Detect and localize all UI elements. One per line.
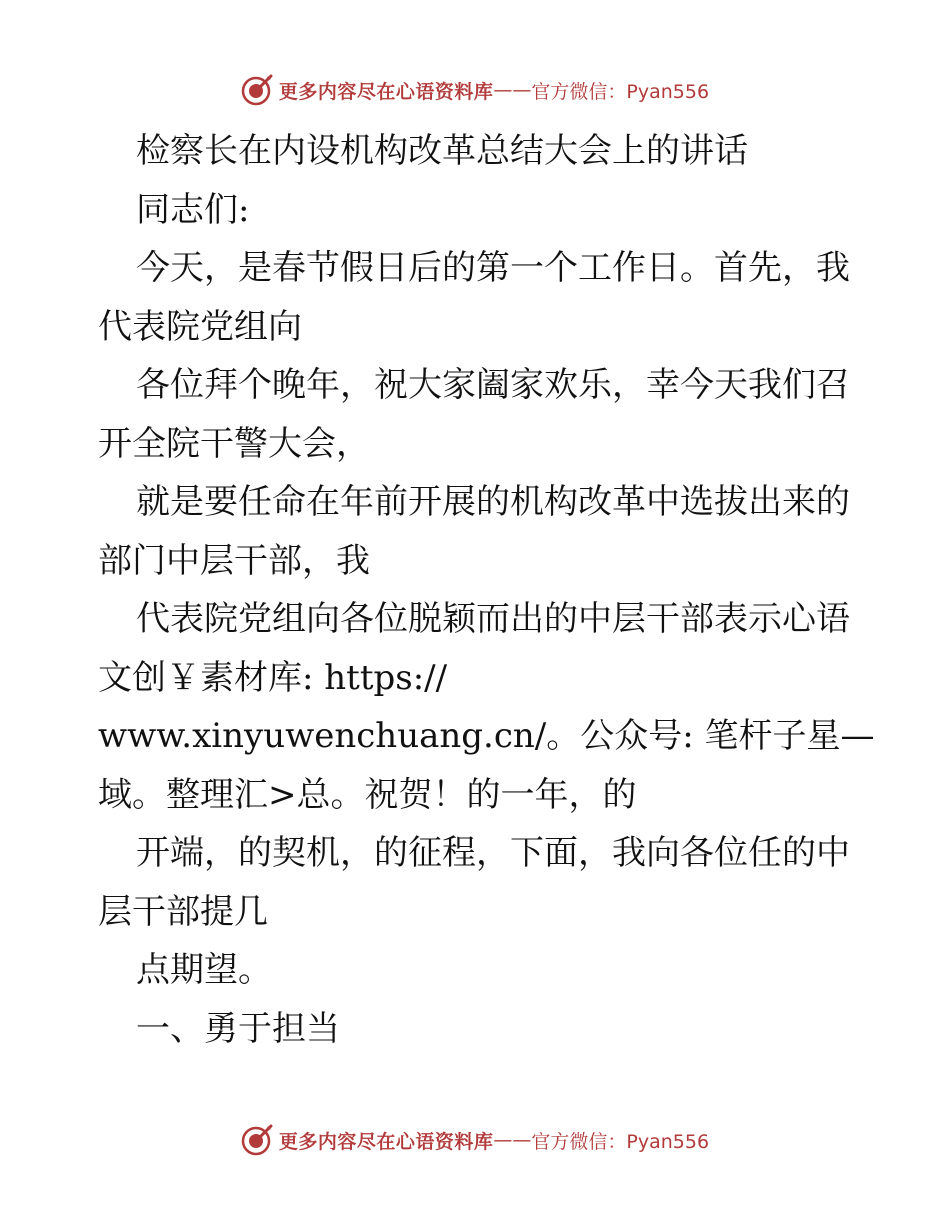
paragraph-line: 点期望。 — [136, 950, 272, 990]
section-heading: 一、勇于担当 — [136, 1008, 340, 1049]
document-title: 检察长在内设机构改革总结大会上的讲话 — [136, 131, 748, 171]
banner-separator: —— — [493, 79, 532, 101]
pen-logo-icon — [241, 73, 275, 107]
banner-wechat: 官方微信：Pyan556 — [531, 1130, 710, 1153]
banner-separator: —— — [493, 1129, 532, 1151]
salutation: 同志们: — [136, 189, 250, 230]
paragraph-line: 代表院党组向 — [98, 306, 302, 347]
paragraph-line: 代表院党组向各位脱颖而出的中层干部表示心语 — [136, 599, 850, 639]
header-watermark-banner — [0, 70, 950, 110]
banner-text: 更多内容尽在心语资料库 — [278, 80, 494, 103]
paragraph-line: 文创￥素材库: https:// — [98, 657, 448, 698]
paragraph-line: 开端，的契机，的征程，下面，我向各位任的中 — [136, 833, 850, 873]
paragraph-line: 今天，是春节假日后的第一个工作日。首先，我 — [136, 248, 850, 288]
paragraph-line: 开全院干警大会， — [98, 423, 370, 464]
paragraph-line: 各位拜个晚年，祝大家阖家欢乐，幸今天我们召 — [136, 365, 850, 405]
paragraph-line: 层干部提几 — [98, 891, 268, 932]
pen-logo-icon — [241, 1123, 275, 1157]
footer-watermark-banner — [0, 1120, 950, 1160]
document-body — [98, 122, 875, 1058]
banner-text: 更多内容尽在心语资料库 — [278, 1130, 494, 1153]
paragraph-line: 域。整理汇>总。祝贺！的一年，的 — [98, 774, 637, 815]
paragraph-line: 部门中层干部，我 — [98, 540, 370, 581]
paragraph-line: www.xinyuwenchuang.cn/。公众号: 笔杆子星— — [98, 716, 875, 756]
banner-wechat: 官方微信：Pyan556 — [531, 80, 710, 103]
paragraph-line: 就是要任命在年前开展的机构改革中选拔出来的 — [136, 482, 850, 522]
